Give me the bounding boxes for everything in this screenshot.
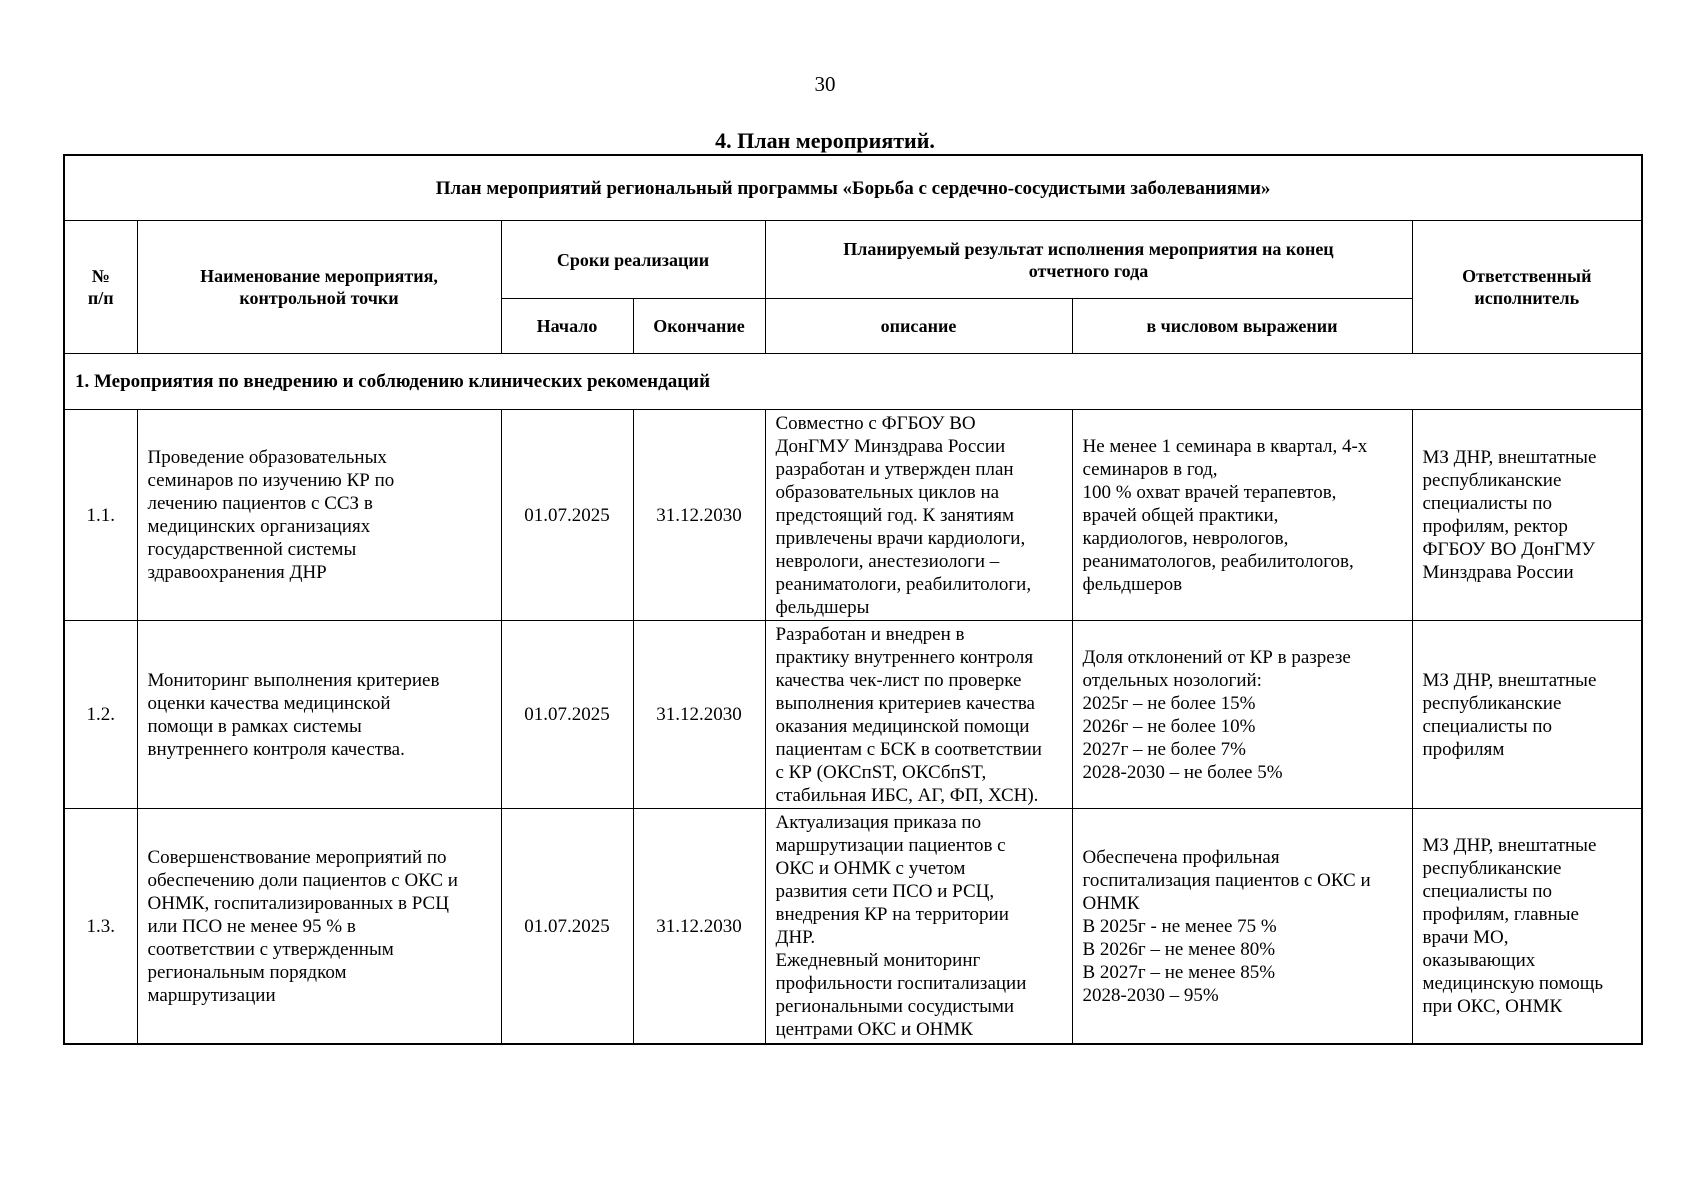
header-description: описание bbox=[765, 299, 1072, 354]
row-responsible: МЗ ДНР, внештатные республиканские специалисты по профилям, главные врачи МО, оказывающих медицинскую помощь при ОКС, ОНМК bbox=[1412, 809, 1642, 1045]
row-end: 31.12.2030 bbox=[633, 621, 765, 809]
section-row bbox=[64, 354, 1642, 410]
row-description: Совместно с ФГБОУ ВО ДонГМУ Минздрава России разработан и утвержден план образовательных циклов на предстоящий год. К занятиям привлечены врачи кардиологи, неврологи, анестезиологи – реаниматологи, реабилитологи, фельдшеры bbox=[765, 410, 1072, 621]
row-name: Мониторинг выполнения критериев оценки качества медицинской помощи в рамках системы внутреннего контроля качества. bbox=[137, 621, 501, 809]
row-start: 01.07.2025 bbox=[501, 621, 633, 809]
section-title: 4. План мероприятий. bbox=[715, 128, 935, 153]
row-numeric: Не менее 1 семинара в квартал, 4-х семинаров в год, 100 % охват врачей терапевтов, врачей общей практики, кардиологов, неврологов, реаниматологов, реабилитологов, фельдшеров bbox=[1072, 410, 1412, 621]
header-name: Наименование мероприятия, контрольной точки bbox=[137, 221, 501, 354]
row-description: Актуализация приказа по маршрутизации пациентов с ОКС и ОНМК с учетом развития сети ПСО и РСЦ, внедрения КР на территории ДНР. Ежедневный мониторинг профильности госпитализации региональными сосудистыми центрами ОКС и ОНМК bbox=[765, 809, 1072, 1045]
row-start: 01.07.2025 bbox=[501, 809, 633, 1045]
row-start: 01.07.2025 bbox=[501, 410, 633, 621]
row-numeric: Обеспечена профильная госпитализация пациентов с ОКС и ОНМК В 2025г - не менее 75 % В 2026г – не менее 80% В 2027г – не менее 85% 2028-2030 – 95% bbox=[1072, 809, 1412, 1045]
header-result: Планируемый результат исполнения мероприятия на конец отчетного года bbox=[765, 221, 1412, 299]
row-num: 1.2. bbox=[64, 621, 137, 809]
row-name: Проведение образовательных семинаров по изучению КР по лечению пациентов с ССЗ в медицинских организациях государственной системы здравоохранения ДНР bbox=[137, 410, 501, 621]
header-end: Окончание bbox=[633, 299, 765, 354]
table-caption-row bbox=[64, 155, 1642, 221]
row-responsible: МЗ ДНР, внештатные республиканские специалисты по профилям bbox=[1412, 621, 1642, 809]
header-terms: Сроки реализации bbox=[501, 221, 765, 299]
row-num: 1.3. bbox=[64, 809, 137, 1045]
table-row bbox=[64, 809, 1642, 1045]
table-caption: План мероприятий региональный программы «Борьба с сердечно-сосудистыми заболеваниями» bbox=[64, 155, 1642, 221]
header-start: Начало bbox=[501, 299, 633, 354]
header-row bbox=[64, 221, 1642, 299]
action-plan-table bbox=[63, 154, 1643, 1045]
row-numeric: Доля отклонений от КР в разрезе отдельных нозологий: 2025г – не более 15% 2026г – не более 10% 2027г – не более 7% 2028-2030 – не более 5% bbox=[1072, 621, 1412, 809]
header-responsible: Ответственный исполнитель bbox=[1412, 221, 1642, 354]
header-num: № п/п bbox=[64, 221, 137, 354]
table-row bbox=[64, 621, 1642, 809]
row-responsible: МЗ ДНР, внештатные республиканские специалисты по профилям, ректор ФГБОУ ВО ДонГМУ Минздрава России bbox=[1412, 410, 1642, 621]
row-end: 31.12.2030 bbox=[633, 809, 765, 1045]
row-name: Совершенствование мероприятий по обеспечению доли пациентов с ОКС и ОНМК, госпитализированных в РСЦ или ПСО не менее 95 % в соответствии с утвержденным региональным порядком маршрутизации bbox=[137, 809, 501, 1045]
row-description: Разработан и внедрен в практику внутреннего контроля качества чек-лист по проверке выполнения критериев качества оказания медицинской помощи пациентам с БСК в соответствии с КР (ОКСпST, ОКСбпST, стабильная ИБС, АГ, ФП, ХСН). bbox=[765, 621, 1072, 809]
row-end: 31.12.2030 bbox=[633, 410, 765, 621]
header-numeric: в числовом выражении bbox=[1072, 299, 1412, 354]
row-num: 1.1. bbox=[64, 410, 137, 621]
section-heading: 1. Мероприятия по внедрению и соблюдению клинических рекомендаций bbox=[64, 354, 1642, 410]
table-row bbox=[64, 410, 1642, 621]
page-number: 30 bbox=[814, 72, 836, 96]
